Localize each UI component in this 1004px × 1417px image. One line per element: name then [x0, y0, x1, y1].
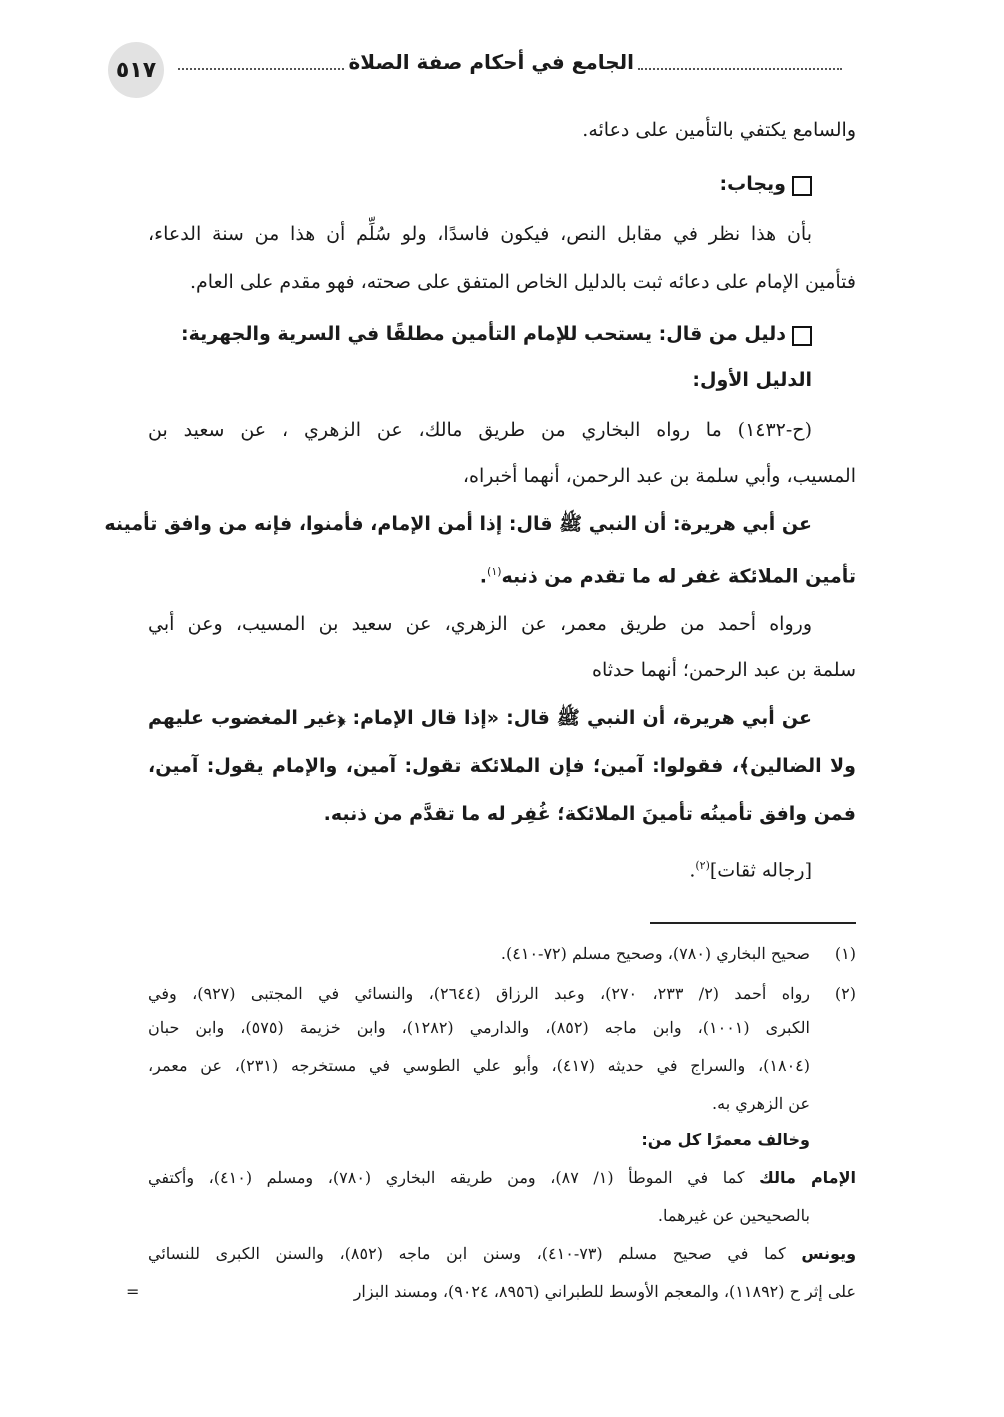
- footnote-2-line-6: الإمام مالك كما في الموطأ (١/ ٨٧)، ومن طريقه البخاري (٧٨٠)، ومسلم (٤١٠)، وأكتفي: [148, 1168, 856, 1187]
- footnote-ref-2: (٢): [695, 859, 710, 872]
- hadith-line-1: عن أبي هريرة: أن النبي ﷺ قال: إذا أمن الإمام، فأمنوا، فإنه من وافق تأمينه: [104, 513, 812, 535]
- header-dotted-rule-left: [178, 68, 344, 70]
- checkbox-icon: [792, 326, 812, 346]
- page-number: ٥١٧: [108, 42, 164, 98]
- footnote-2-line-5: وخالف معمرًا كل من:: [641, 1130, 810, 1149]
- heading-answer: ويجاب:: [719, 173, 786, 195]
- hadith-line-3: عن أبي هريرة، أن النبي ﷺ قال: «إذا قال الإمام: ﴿غير المغضوب عليهم: [148, 707, 812, 729]
- continuation-mark: =: [126, 1282, 140, 1301]
- footnote-number-1: (١): [834, 944, 856, 963]
- footnote-separator: [650, 922, 856, 924]
- body-line-6: ورواه أحمد من طريق معمر، عن الزهري، عن سعيد بن المسيب، وعن أبي: [148, 613, 812, 635]
- running-header-title: الجامع في أحكام صفة الصلاة: [348, 50, 634, 74]
- heading-evidence: دليل من قال: يستحب للإمام التأمين مطلقًا في السرية والجهرية:: [181, 323, 786, 345]
- grading-note: [رجاله ثقات]$^{(٢)}$.: [689, 859, 812, 882]
- footnote-1: صحيح البخاري (٧٨٠)، وصحيح مسلم (٧٢-٤١٠).: [500, 944, 810, 963]
- footnote-2-line-2: الكبرى (١٠٠١)، وابن ماجه (٨٥٢)، والدارمي (١٢٨٢)، وابن خزيمة (٥٧٥)، وابن حبان: [148, 1018, 811, 1037]
- hadith-line-4: ولا الضالين﴾، فقولوا: آمين؛ فإن الملائكة تقول: آمين، والإمام يقول: آمين،: [148, 755, 856, 777]
- footnote-number-2: (٢): [834, 984, 856, 1003]
- footnote-2-line-9: على إثر ح (١١٨٩٢)، والمعجم الأوسط للطبراني (٨٩٥٦، ٩٠٢٤)، ومسند البزار: [353, 1282, 856, 1301]
- footnote-2-line-1: رواه أحمد (٢/ ٢٣٣، ٢٧٠)، وعبد الرزاق (٢٦٤٤)، والنسائي في المجتبى (٩٢٧)، وفي: [148, 984, 811, 1003]
- heading-first-evidence: الدليل الأول:: [692, 369, 812, 391]
- footnote-2-line-3: (١٨٠٤)، والسراج في حديثه (٤١٧)، وأبو علي الطوسي في مستخرجه (٢٣١)، عن معمر،: [148, 1056, 811, 1075]
- footnote-2-line-7: بالصحيحين عن غيرهما.: [657, 1206, 810, 1225]
- footnote-2-line-4: عن الزهري به.: [712, 1094, 810, 1113]
- hadith-line-2: تأمين الملائكة غفر له ما تقدم من ذنبه$^{(١)}$.: [479, 565, 856, 588]
- footnote-2-line-8: ويونس كما في صحيح مسلم (٧٣-٤١٠)، وسنن ابن ماجه (٨٥٢)، والسنن الكبرى للنسائي: [148, 1244, 857, 1263]
- hadith-line-5: فمن وافق تأمينُه تأمينَ الملائكة؛ غُفِر له ما تقدَّم من ذنبه.: [323, 803, 856, 825]
- body-line-2: بأن هذا نظر في مقابل النص، فيكون فاسدًا، ولو سُلِّم أن هذا من سنة الدعاء،: [148, 223, 812, 245]
- body-line-4: (ح-١٤٣٢) ما رواه البخاري من طريق مالك، عن الزهري ، عن سعيد بن: [148, 419, 812, 441]
- body-line-5: المسيب، وأبي سلمة بن عبد الرحمن، أنهما أخبراه،: [462, 465, 856, 487]
- body-line-1: والسامع يكتفي بالتأمين على دعائه.: [582, 119, 856, 141]
- header-dotted-rule-right: [638, 68, 842, 70]
- checkbox-icon: [792, 176, 812, 196]
- body-line-3: فتأمين الإمام على دعائه ثبت بالدليل الخاص المتفق على صحته، فهو مقدم على العام.: [189, 271, 856, 293]
- body-line-7: سلمة بن عبد الرحمن؛ أنهما حدثاه: [591, 659, 856, 681]
- footnote-ref-1: (١): [487, 565, 502, 578]
